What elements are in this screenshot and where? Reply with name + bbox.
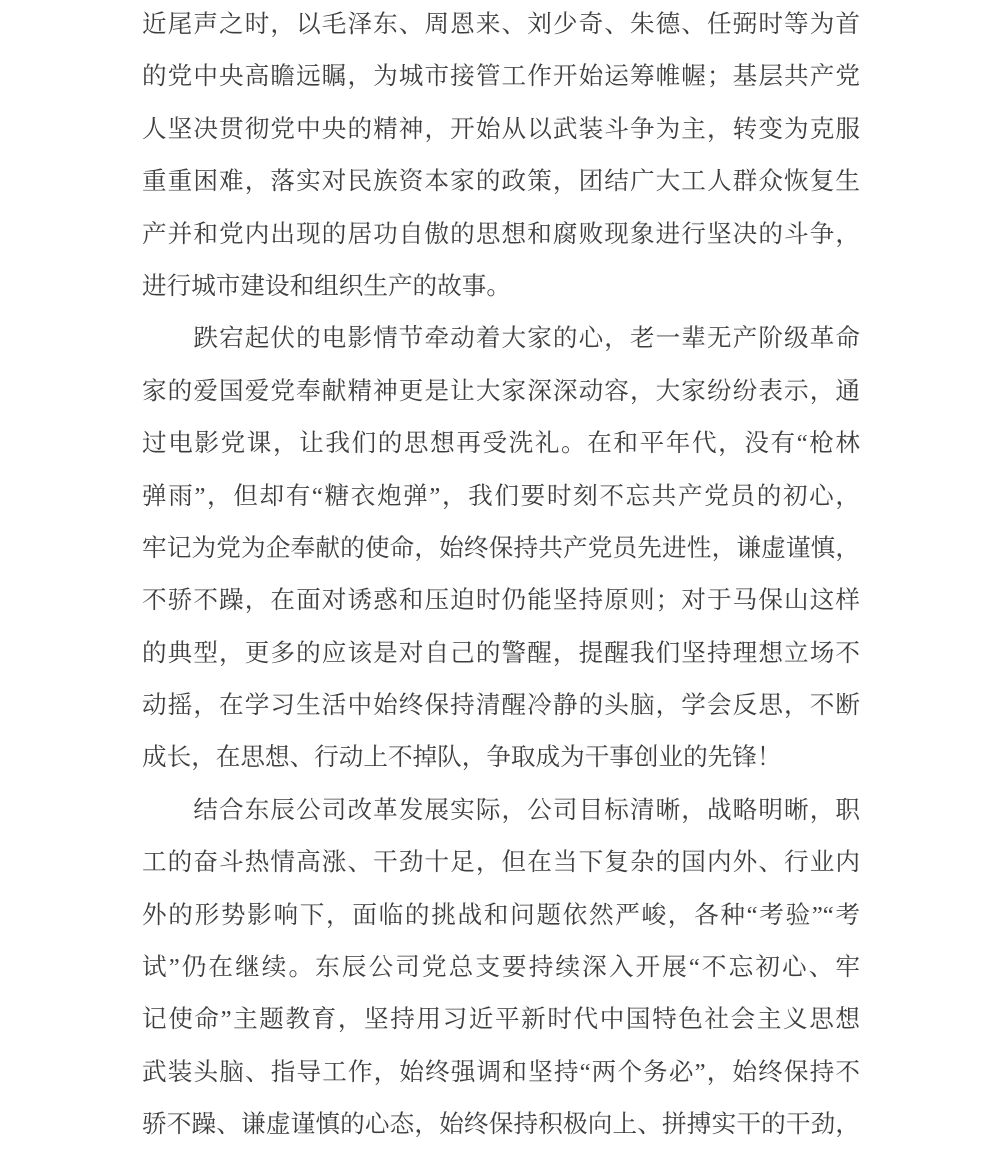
text-line: 近尾声之时，以毛泽东、周恩来、刘少奇、朱德、任弼时等为首	[142, 11, 860, 38]
text-line: 武装头脑、指导工作，始终强调和坚持“两个务必”，始终保持不	[142, 1058, 860, 1086]
text-line: 不骄不躁，在面对诱惑和压迫时仍能坚持原则；对于马保山这样	[142, 587, 860, 615]
text-line: 人坚决贯彻党中央的精神，开始从以武装斗争为主，转变为克服	[142, 115, 860, 143]
text-line: 结合东辰公司改革发展实际，公司目标清晰，战略明晰，职	[142, 796, 860, 824]
text-line: 家的爱国爱党奉献精神更是让大家深深动容，大家纷纷表示，通	[142, 377, 860, 405]
text-line: 工的奋斗热情高涨、干劲十足，但在当下复杂的国内外、行业内	[142, 849, 860, 877]
text-line: 重重困难，落实对民族资本家的政策，团结广大工人群众恢复生	[142, 168, 860, 196]
text-line: 记使命”主题教育，坚持用习近平新时代中国特色社会主义思想	[142, 1006, 860, 1034]
text-line: 成长，在思想、行动上不掉队，争取成为干事创业的先锋！	[142, 744, 782, 772]
text-line: 动摇，在学习生活中始终保持清醒冷静的头脑，学会反思，不断	[142, 692, 860, 720]
text-line: 试”仍在继续。东辰公司党总支要持续深入开展“不忘初心、牢	[142, 954, 860, 982]
document-text-block	[142, 0, 860, 1152]
text-line: 过电影党课，让我们的思想再受洗礼。在和平年代，没有“枪林	[142, 430, 860, 458]
text-line: 骄不躁、谦虚谨慎的心态，始终保持积极向上、拼搏实干的干劲，	[142, 1111, 860, 1139]
text-line: 牢记为党为企奉献的使命，始终保持共产党员先进性，谦虚谨慎，	[142, 534, 860, 562]
text-line: 进行城市建设和组织生产的故事。	[142, 272, 511, 300]
text-line: 弹雨”，但却有“糖衣炮弹”，我们要时刻不忘共产党员的初心，	[142, 482, 860, 510]
text-line: 产并和党内出现的居功自傲的思想和腐败现象进行坚决的斗争，	[142, 220, 860, 248]
text-line: 外的形势影响下，面临的挑战和问题依然严峻，各种“考验”“考	[142, 901, 860, 929]
text-line: 跌宕起伏的电影情节牵动着大家的心，老一辈无产阶级革命	[142, 325, 860, 353]
text-line: 的典型，更多的应该是对自己的警醒，提醒我们坚持理想立场不	[142, 639, 860, 667]
text-line: 的党中央高瞻远瞩，为城市接管工作开始运筹帷幄；基层共产党	[142, 63, 860, 91]
